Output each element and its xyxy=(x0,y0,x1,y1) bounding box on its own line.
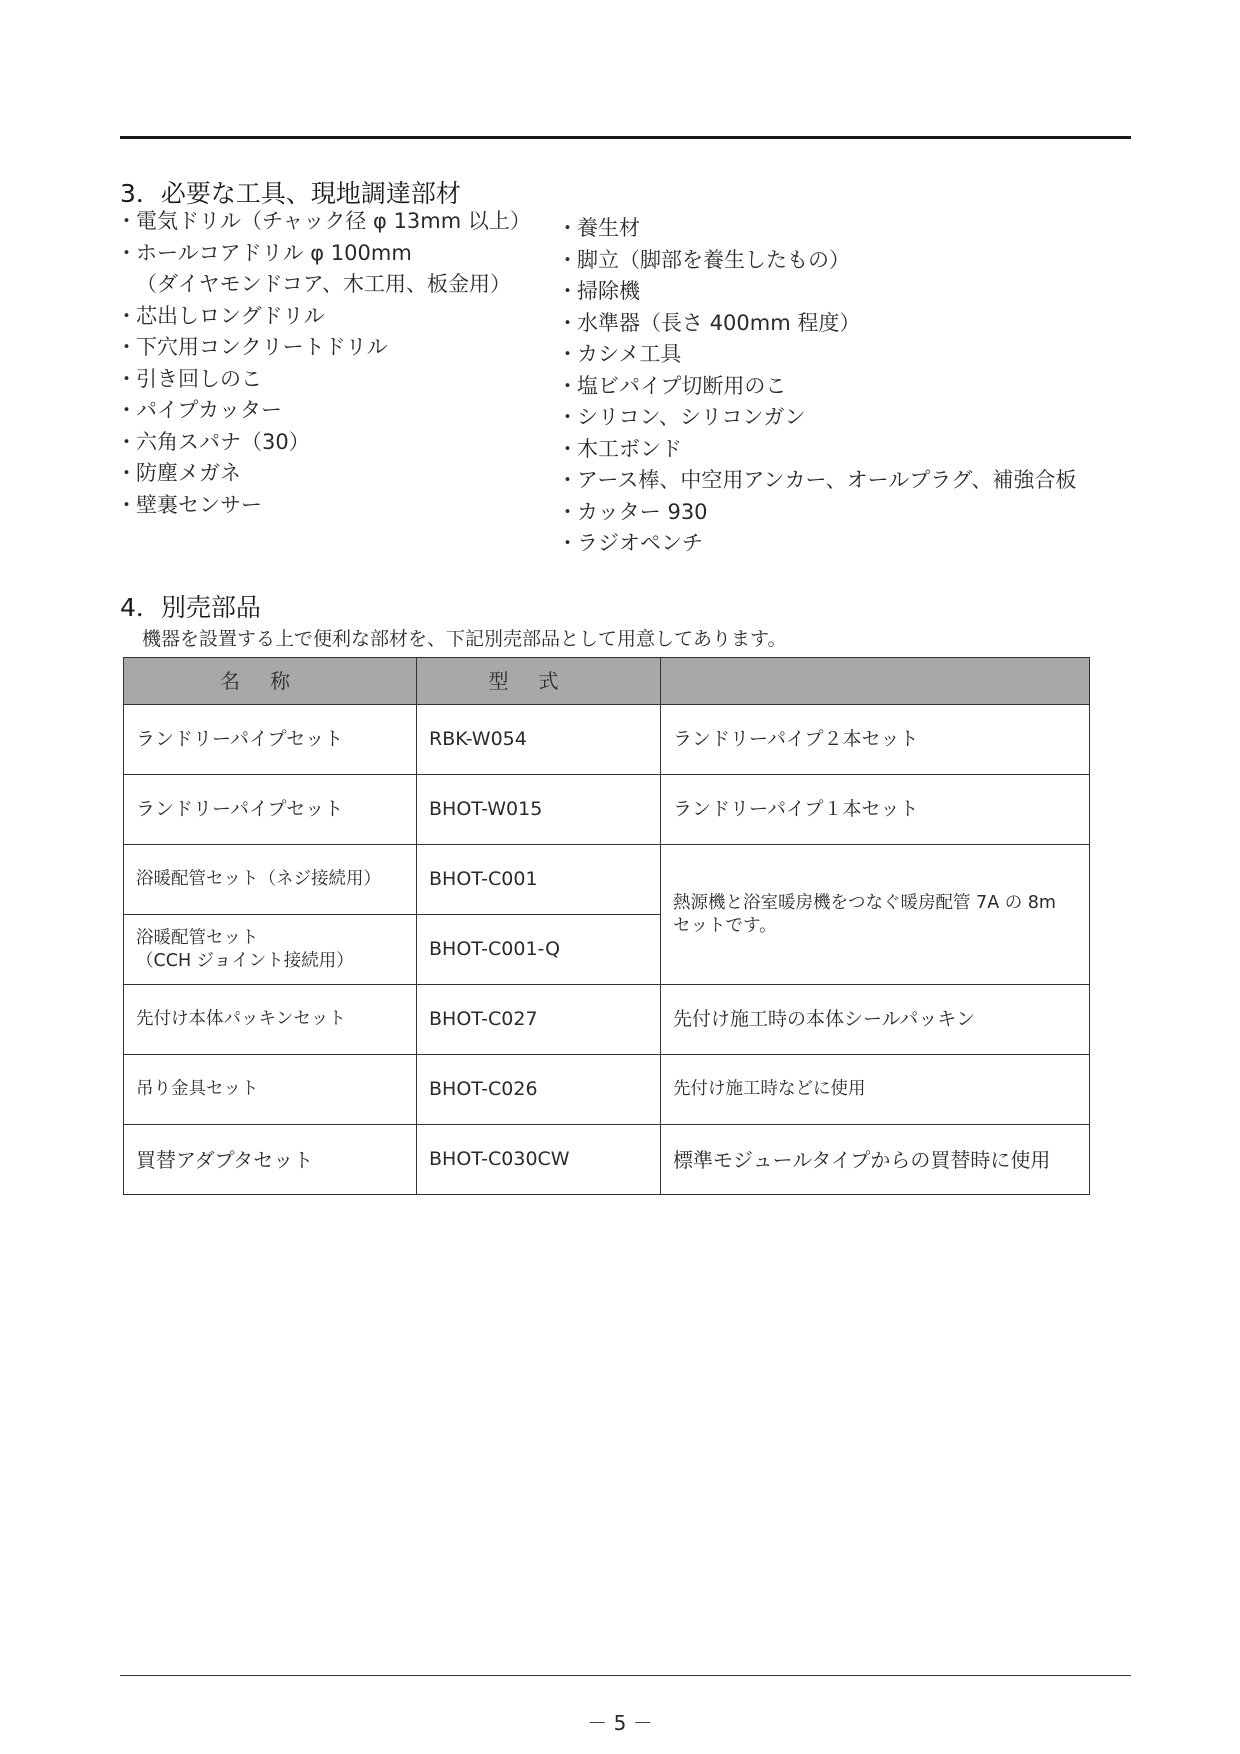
cell-name-line-1: 浴暖配管セット xyxy=(136,927,259,948)
cell-name: ランドリーパイプセット xyxy=(124,775,417,845)
tools-list-right xyxy=(561,213,1076,560)
tool-item: ・ 脚立（脚部を養生したもの） xyxy=(561,245,1076,277)
bottom-rule xyxy=(120,1675,1131,1676)
table-row xyxy=(124,1125,1090,1195)
tool-item: ・ 下穴用コンクリートドリル xyxy=(120,332,531,364)
cell-model: BHOT-W015 xyxy=(417,775,661,845)
cell-description: 先付け施工時の本体シールパッキン xyxy=(661,985,1090,1055)
tool-item: ・ 防塵メガネ xyxy=(120,458,531,490)
cell-description: ランドリーパイプ１本セット xyxy=(661,775,1090,845)
tool-item: ・ 六角スパナ（30） xyxy=(120,427,531,459)
tools-list-left xyxy=(120,206,531,521)
table-row xyxy=(124,775,1090,845)
tool-item: ・ カシメ工具 xyxy=(561,339,1076,371)
top-rule xyxy=(120,136,1131,139)
tool-item: ・ アース棒、中空用アンカー、オールプラグ、補強合板 xyxy=(561,465,1076,497)
header-description xyxy=(661,658,1090,705)
table-row xyxy=(124,705,1090,775)
tool-item: ・ 掃除機 xyxy=(561,276,1076,308)
tool-item: ・ カッター 930 xyxy=(561,497,1076,529)
tool-item: ・ 木工ボンド xyxy=(561,434,1076,466)
cell-model: BHOT-C026 xyxy=(417,1055,661,1125)
cell-name: 浴暖配管セット（ネジ接続用） xyxy=(124,845,417,915)
tool-item: ・ パイプカッター xyxy=(120,395,531,427)
cell-name xyxy=(124,915,417,985)
table-row xyxy=(124,985,1090,1055)
cell-model: BHOT-C001 xyxy=(417,845,661,915)
cell-model: BHOT-C001-Q xyxy=(417,915,661,985)
tool-item: ・ 電気ドリル（チャック径 φ 13mm 以上） xyxy=(120,206,531,238)
cell-model: BHOT-C030CW xyxy=(417,1125,661,1195)
tool-item: ・ 芯出しロングドリル xyxy=(120,301,531,333)
section-4-intro: 機器を設置する上で便利な部材を、下記別売部品として用意してあります。 xyxy=(142,628,787,650)
cell-name: 吊り金具セット xyxy=(124,1055,417,1125)
tool-item: ・ 引き回しのこ xyxy=(120,364,531,396)
tool-item: ・ 水準器（長さ 400mm 程度） xyxy=(561,308,1076,340)
cell-name: ランドリーパイプセット xyxy=(124,705,417,775)
cell-description: 標準モジュールタイプからの買替時に使用 xyxy=(661,1125,1090,1195)
cell-description: 先付け施工時などに使用 xyxy=(661,1055,1090,1125)
table-row xyxy=(124,845,1090,915)
optional-parts-table xyxy=(123,657,1090,1195)
tool-item: ・ 塩ビパイプ切断用のこ xyxy=(561,371,1076,403)
table-header-row xyxy=(124,658,1090,705)
cell-name-line-2: （CCH ジョイント接続用） xyxy=(136,950,354,971)
cell-name: 先付け本体パッキンセット xyxy=(124,985,417,1055)
section-3-title: 3．必要な工具、現地調達部材 xyxy=(120,179,461,208)
header-model: 型式 xyxy=(417,658,661,705)
tool-item: ・ シリコン、シリコンガン xyxy=(561,402,1076,434)
table-row xyxy=(124,1055,1090,1125)
page-number: － 5 － xyxy=(587,1711,653,1735)
cell-description-merged: 熱源機と浴室暖房機をつなぐ暖房配管 7A の 8m セットです。 xyxy=(661,845,1090,985)
cell-description: ランドリーパイプ２本セット xyxy=(661,705,1090,775)
tool-item: ・ ホールコアドリル φ 100mm xyxy=(120,238,531,270)
tool-item: ・ 養生材 xyxy=(561,213,1076,245)
tool-item: ・ ラジオペンチ xyxy=(561,528,1076,560)
cell-name: 買替アダプタセット xyxy=(124,1125,417,1195)
tool-item: ・ 壁裏センサー xyxy=(120,490,531,522)
tool-item-continuation: （ダイヤモンドコア、木工用、板金用） xyxy=(136,272,512,296)
section-4-title: 4．別売部品 xyxy=(120,593,261,622)
cell-model: BHOT-C027 xyxy=(417,985,661,1055)
header-name: 名称 xyxy=(124,658,417,705)
cell-model: RBK-W054 xyxy=(417,705,661,775)
